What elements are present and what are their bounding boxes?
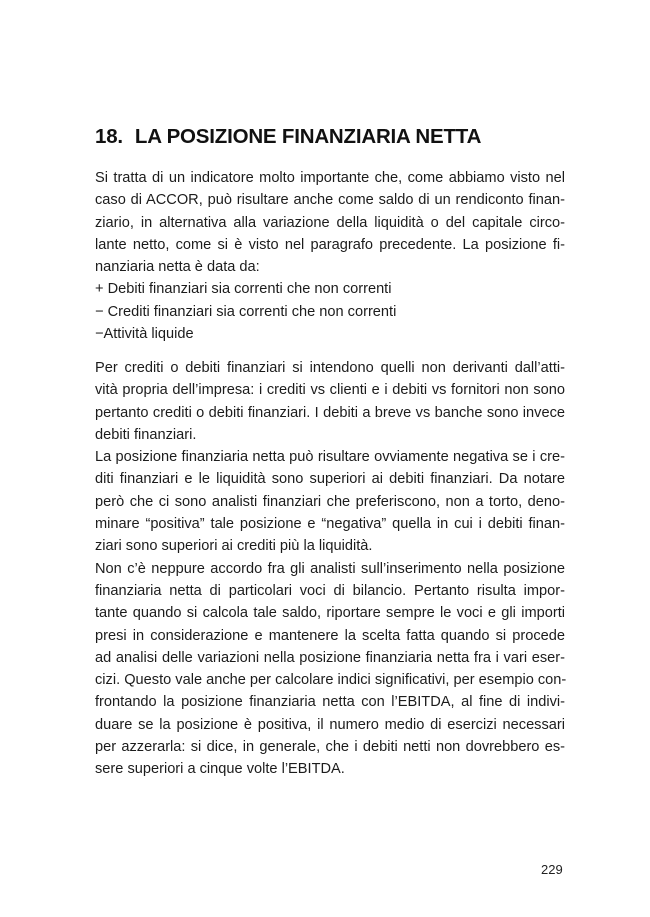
text-line: nanziaria netta è data da: [95,259,260,276]
text-line: cizi. Questo vale anche per calcolare indici significativi, per esempio con- [95,672,567,689]
paragraph-intro [95,167,565,345]
text-line: per azzerarla: si dice, in generale, che i debiti netti non dovrebbero es- [95,739,565,756]
text-line: lante netto, come si è visto nel paragrafo precedente. La posizione fi- [95,236,565,253]
text-line: caso di ACCOR, può risultare anche come saldo di un rendiconto finan- [95,192,565,209]
list-item-crediti: − Crediti finanziari sia correnti che non correnti [95,303,397,320]
text-line: presi in considerazione e mantenere la scelta fatta quando si procede [95,627,565,644]
text-line: ziario, in alternativa alla variazione della liquidità o del capitale circo- [95,214,565,231]
text-line: diti finanziari e le liquidità sono superiori ai debiti finanziari. Da notare [95,471,565,488]
text-line: frontando la posizione finanziaria netta con l’EBITDA, al fine di indivi- [95,694,565,711]
section-number: 18. [95,125,123,148]
text-line: però che ci sono analisti finanziari che preferiscono, non a torto, deno- [95,493,565,510]
page-number: 229 [541,862,563,877]
text-line: ad analisi delle variazioni nella posizione finanziaria netta fra i vari eser- [95,649,565,666]
text-line: pertanto crediti o debiti finanziari. I debiti a breve vs banche sono invece [95,404,565,421]
text-line: Per crediti o debiti finanziari si intendono quelli non derivanti dall’atti- [95,360,565,376]
text-line: tante quando si calcola tale saldo, riportare sempre le voci e gli importi [95,605,565,622]
section-heading [95,125,575,149]
text-line: Si tratta di un indicatore molto importante che, come abbiamo visto nel [95,170,565,186]
text-line: minare “positiva” tale posizione e “negativa” quella in cui i debiti finan- [95,516,565,533]
text-line: duare se la posizione è positiva, il numero medio di esercizi necessari [95,716,565,733]
text-line: sere superiori a cinque volte l’EBITDA. [95,761,345,778]
text-line: vità propria dell’impresa: i crediti vs clienti e i debiti vs fornitori non sono [95,382,565,399]
list-item-attivita: −Attività liquide [95,326,194,343]
text-line: finanziaria netta di particolari voci di bilancio. Pertanto risulta impor- [95,582,565,599]
section-title: LA POSIZIONE FINANZIARIA NETTA [134,125,482,148]
text-line: Non c’è neppure accordo fra gli analisti sull’inserimento nella posizione [95,560,565,577]
list-item-debiti: + Debiti finanziari sia correnti che non correnti [95,281,392,298]
text-line: debiti finanziari. [95,426,197,443]
text-line: La posizione finanziaria netta può risultare ovviamente negativa se i cre- [95,449,565,466]
text-line: ziari sono superiori ai crediti più la liquidità. [95,538,373,555]
paragraph-body [95,357,565,781]
